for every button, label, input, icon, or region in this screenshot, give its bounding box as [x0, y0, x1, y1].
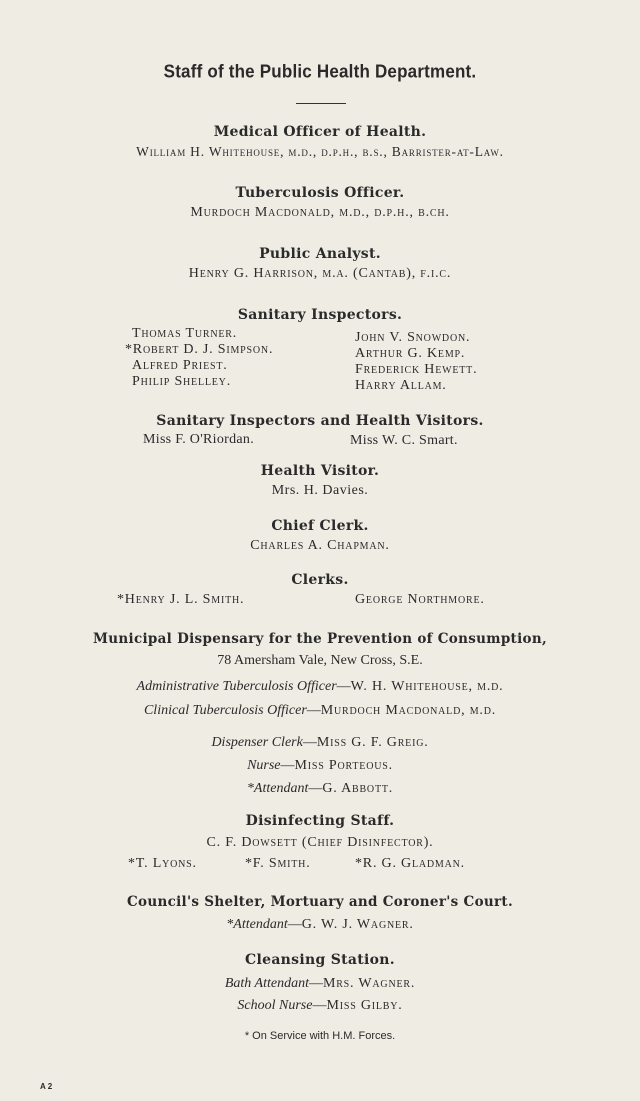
- disinfector-name: *T. Lyons.: [128, 856, 197, 871]
- inspector-name: Arthur G. Kemp.: [355, 346, 466, 361]
- role-label: Dispenser Clerk: [211, 735, 303, 750]
- inspector-name: Philip Shelley.: [132, 374, 232, 389]
- medical-officer-heading: Medical Officer of Health.: [213, 124, 427, 140]
- clerk-name: *Henry J. L. Smith.: [117, 592, 245, 607]
- dispensary-row: Dispenser Clerk—Miss G. F. Greig.: [211, 735, 429, 750]
- inspector-name: Alfred Priest.: [132, 358, 228, 373]
- disinfector-name: *F. Smith.: [245, 856, 311, 871]
- inspector-name: *Robert D. J. Simpson.: [125, 342, 274, 357]
- footnote: * On Service with H.M. Forces.: [244, 1030, 396, 1042]
- tuberculosis-officer-heading: Tuberculosis Officer.: [235, 185, 405, 201]
- role-label: *Attendant: [246, 781, 309, 796]
- cleansing-row: School Nurse—Miss Gilby.: [237, 998, 403, 1013]
- cleansing-heading: Cleansing Station.: [245, 952, 395, 968]
- cleansing-row: Bath Attendant—Mrs. Wagner.: [224, 976, 416, 991]
- staff-name: Miss Gilby.: [326, 998, 403, 1013]
- staff-name: Miss G. F. Greig.: [316, 735, 429, 750]
- clerk-name: George Northmore.: [355, 592, 485, 607]
- role-label: Bath Attendant: [224, 976, 309, 991]
- staff-name: Murdoch Macdonald, m.d.: [320, 703, 497, 718]
- dispensary-row: Nurse—Miss Porteous.: [247, 758, 393, 773]
- title-divider: [296, 103, 346, 104]
- staff-name: Mrs. Wagner.: [322, 976, 416, 991]
- page-title: Staff of the Public Health Department.: [163, 61, 477, 82]
- role-label: Clinical Tuberculosis Officer: [143, 703, 307, 718]
- role-label: *Attendant: [226, 917, 288, 932]
- visitor-name: Miss W. C. Smart.: [350, 433, 458, 448]
- dispensary-heading: Municipal Dispensary for the Prevention of Consumption,: [93, 631, 547, 647]
- staff-name: W. H. Whitehouse, m.d.: [350, 679, 504, 694]
- chief-disinfector: C. F. Dowsett (Chief Disinfector).: [206, 835, 434, 850]
- sanitary-visitors-heading: Sanitary Inspectors and Health Visitors.: [156, 413, 484, 429]
- inspector-name: Harry Allam.: [355, 378, 447, 393]
- staff-name: G. W. J. Wagner.: [301, 917, 414, 932]
- role-label: Administrative Tuberculosis Officer: [136, 679, 337, 694]
- role-label: School Nurse: [237, 998, 313, 1013]
- health-visitor-heading: Health Visitor.: [260, 463, 380, 479]
- inspector-name: Frederick Hewett.: [355, 362, 478, 377]
- inspector-name: John V. Snowdon.: [355, 330, 471, 345]
- page-mark: A 2: [40, 1082, 53, 1091]
- visitor-name: Miss F. O'Riordan.: [143, 432, 255, 447]
- staff-name: G. Abbott.: [322, 781, 394, 796]
- shelter-row: *Attendant—G. W. J. Wagner.: [226, 917, 414, 932]
- clerks-heading: Clerks.: [291, 572, 349, 588]
- dispensary-address: 78 Amersham Vale, New Cross, S.E.: [217, 653, 423, 668]
- disinfector-name: *R. G. Gladman.: [355, 856, 465, 871]
- dispensary-row: *Attendant—G. Abbott.: [246, 781, 394, 796]
- disinfecting-heading: Disinfecting Staff.: [245, 813, 395, 829]
- public-analyst-heading: Public Analyst.: [259, 246, 381, 262]
- sanitary-inspectors-heading: Sanitary Inspectors.: [237, 307, 403, 323]
- inspector-name: Thomas Turner.: [132, 326, 238, 341]
- dispensary-row: Administrative Tuberculosis Officer—W. H. Whitehouse, m.d.: [136, 679, 504, 694]
- dispensary-row: Clinical Tuberculosis Officer—Murdoch Macdonald, m.d.: [143, 703, 497, 718]
- chief-clerk-name: Charles A. Chapman.: [250, 538, 390, 553]
- public-analyst-name: Henry G. Harrison, m.a. (Cantab), f.i.c.: [188, 266, 452, 281]
- chief-clerk-heading: Chief Clerk.: [271, 518, 369, 534]
- health-visitor-name: Mrs. H. Davies.: [271, 483, 369, 498]
- medical-officer-name: William H. Whitehouse, m.d., d.p.h., b.s., Barrister-at-Law.: [136, 144, 504, 159]
- role-label: Nurse: [247, 758, 281, 773]
- staff-name: Miss Porteous.: [294, 758, 393, 773]
- shelter-heading: Council's Shelter, Mortuary and Coroner's Court.: [127, 894, 513, 910]
- tuberculosis-officer-name: Murdoch Macdonald, m.d., d.p.h., b.ch.: [190, 205, 450, 220]
